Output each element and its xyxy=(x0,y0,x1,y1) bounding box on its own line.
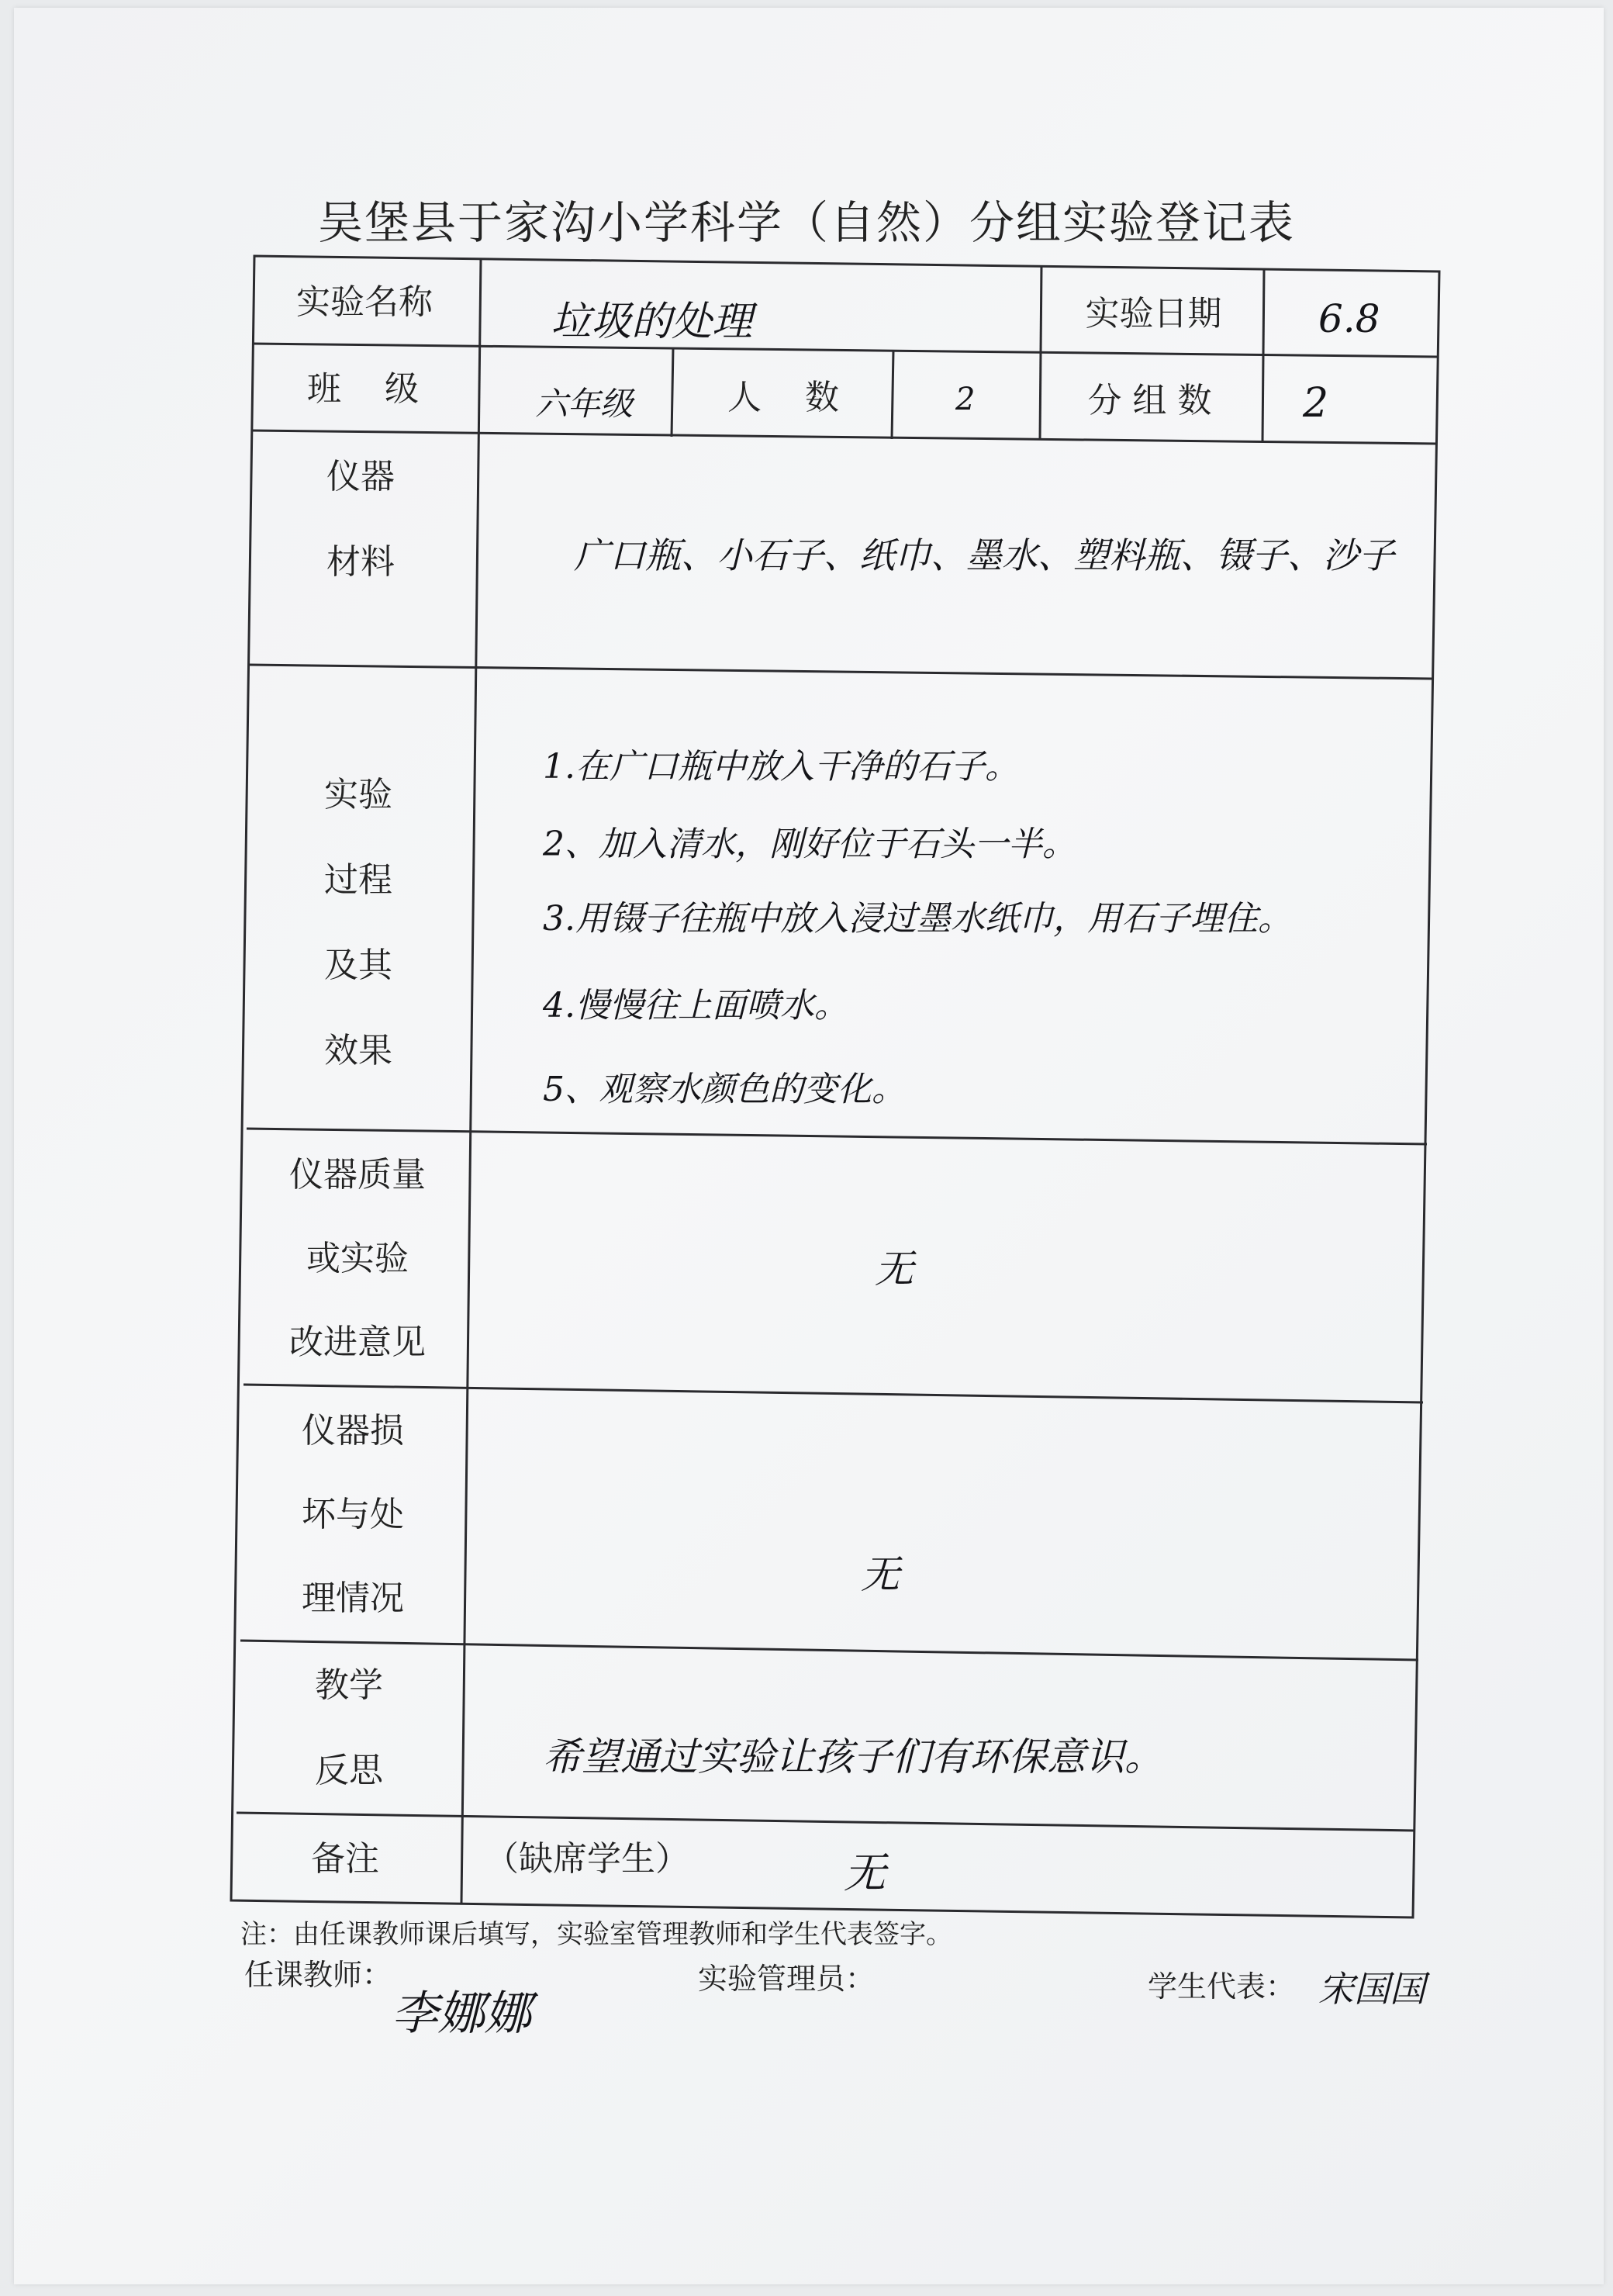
value-absent-students: 无 xyxy=(844,1848,886,1897)
value-equipment: 广口瓶、小石子、纸巾、墨水、塑料瓶、镊子、沙子 xyxy=(574,534,1394,576)
teacher-label: 任课教师： xyxy=(244,1958,392,1992)
process-step-5: 5、观察水颜色的变化。 xyxy=(543,1070,906,1109)
value-experiment-date: 6.8 xyxy=(1318,296,1380,341)
label-groups: 分 组 数 xyxy=(1087,381,1212,420)
student-signature: 宋国国 xyxy=(1318,1968,1425,2010)
value-class: 六年级 xyxy=(535,385,634,423)
label-class: 班 级 xyxy=(307,369,419,409)
label-process-line-3: 及其 xyxy=(324,946,392,985)
label-damage-line-2: 坏与处 xyxy=(302,1495,404,1534)
value-people: 2 xyxy=(955,382,976,417)
label-equipment-line-1: 仪器 xyxy=(326,457,395,496)
label-equipment-line-2: 材料 xyxy=(326,542,395,582)
teacher-signature: 李娜娜 xyxy=(392,1987,531,2041)
label-damage-line-3: 理情况 xyxy=(302,1578,404,1618)
admin-label: 实验管理员： xyxy=(698,1962,876,1996)
label-damage-line-1: 仪器损 xyxy=(302,1411,404,1451)
label-reflection-line-2: 反思 xyxy=(315,1751,383,1790)
label-people: 人 数 xyxy=(727,378,839,417)
label-quality-line-2: 或实验 xyxy=(306,1239,409,1278)
label-experiment-date: 实验日期 xyxy=(1085,294,1222,334)
label-experiment-name: 实验名称 xyxy=(296,282,433,322)
process-step-4: 4.慢慢往上面喷水。 xyxy=(543,986,848,1025)
student-label: 学生代表： xyxy=(1148,1969,1296,2004)
label-remarks: 备注 xyxy=(311,1839,379,1879)
label-quality-line-1: 仪器质量 xyxy=(289,1155,426,1195)
form-title: 吴堡县于家沟小学科学（自然）分组实验登记表 xyxy=(317,196,1295,249)
label-process-line-2: 过程 xyxy=(324,860,392,900)
label-absent-students: （缺席学生） xyxy=(485,1839,689,1879)
label-process-line-1: 实验 xyxy=(324,775,392,814)
label-process-line-4: 效果 xyxy=(324,1031,392,1070)
label-reflection-line-1: 教学 xyxy=(315,1665,383,1705)
value-reflection: 希望通过实验让孩子们有环保意识。 xyxy=(543,1734,1163,1779)
process-step-2: 2、加入清水，刚好位于石头一半。 xyxy=(543,825,1076,864)
process-step-1: 1.在广口瓶中放入干净的石子。 xyxy=(543,747,1019,787)
value-groups: 2 xyxy=(1303,380,1329,427)
value-quality: 无 xyxy=(875,1247,914,1292)
label-quality-line-3: 改进意见 xyxy=(289,1323,426,1362)
value-experiment-name: 垃圾的处理 xyxy=(551,299,753,345)
value-damage: 无 xyxy=(861,1552,900,1597)
footer-note: 注：由任课教师课后填写，实验室管理教师和学生代表签字。 xyxy=(240,1919,952,1950)
process-step-3: 3.用镊子往瓶中放入浸过墨水纸巾，用石子埋住。 xyxy=(543,899,1292,939)
